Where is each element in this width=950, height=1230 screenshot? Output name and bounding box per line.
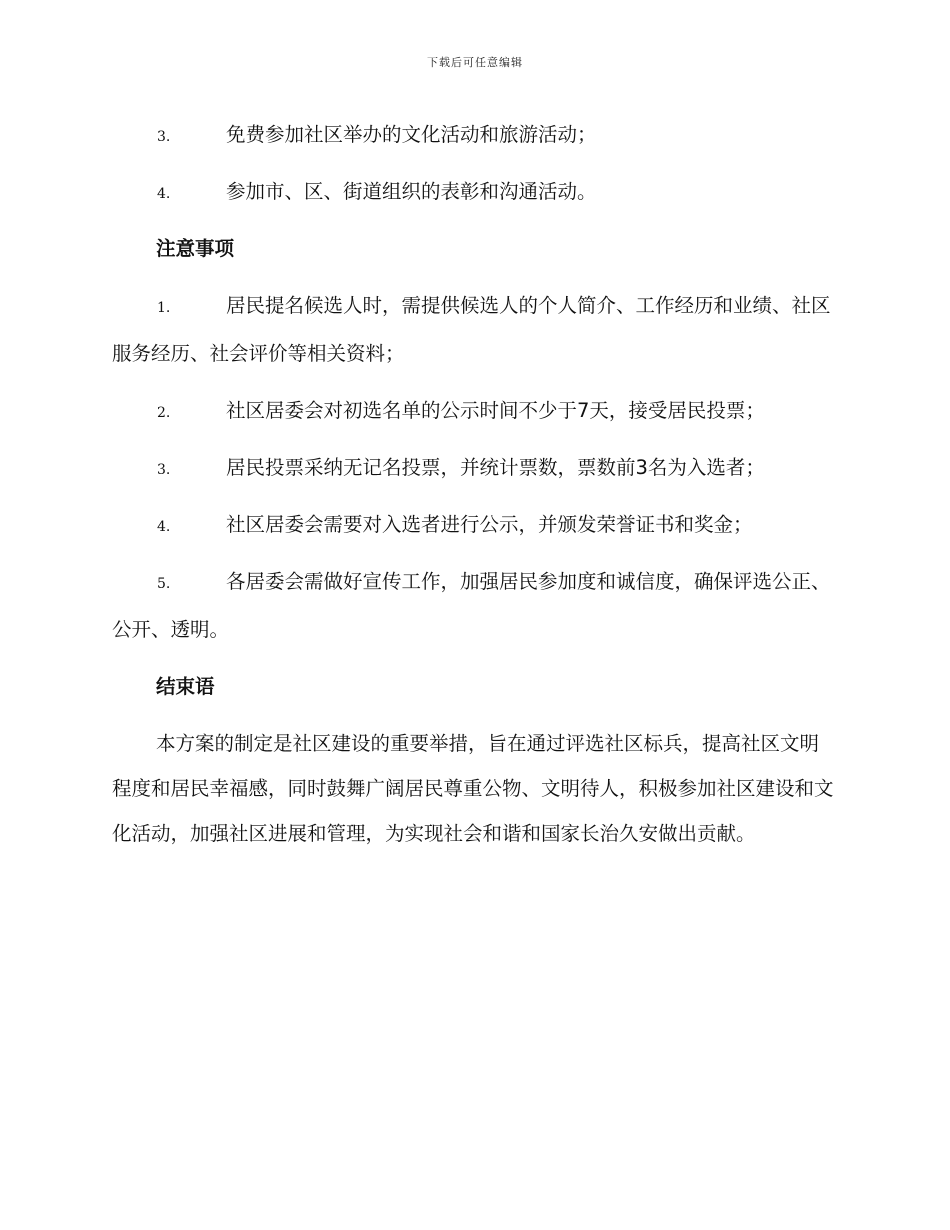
list-item [112, 112, 837, 157]
conclusion-paragraph: 本方案的制定是社区建设的重要举措，旨在通过评选社区标兵，提高社区文明程度和居民幸福感，同时鼓舞广阔居民尊重公物、文明待人，积极参加社区建设和文化活动，加强社区进展和管理，为实现社会和谐和国家长治久安做出贡献。 [112, 732, 834, 845]
list-item-number: 3. [157, 462, 171, 478]
list-item-text: 各居委会需做好宣传工作，加强居民参加度和诚信度，确保评选公正、公开、透明。 [112, 570, 831, 641]
list-item-text: 居民投票采纳无记名投票，并统计票数，票数前3名为入选者； [226, 456, 765, 479]
section-heading-conclusion: 结束语 [156, 675, 215, 698]
list-item [112, 445, 837, 490]
list-item-number: 1. [157, 300, 171, 316]
list-item-number: 2. [157, 405, 171, 421]
list-item-number: 3. [157, 129, 171, 145]
list-item [112, 169, 837, 214]
list-item-number: 4. [157, 186, 171, 202]
section-heading-notes: 注意事项 [156, 237, 235, 260]
list-item-text: 免费参加社区举办的文化活动和旅游活动； [226, 123, 597, 146]
list-item-number: 5. [157, 576, 171, 592]
list-item [112, 502, 837, 547]
list-item-text: 居民提名候选人时，需提供候选人的个人简介、工作经历和业绩、社区服务经历、社会评价等相关资料； [112, 294, 831, 365]
list-item-text: 参加市、区、街道组织的表彰和沟通活动。 [226, 180, 597, 203]
list-item-number: 4. [157, 519, 171, 535]
list-item [112, 283, 837, 376]
document-body [112, 112, 837, 856]
list-item [112, 388, 837, 433]
list-item-text: 社区居委会对初选名单的公示时间不少于7天，接受居民投票； [226, 399, 765, 422]
list-item [112, 559, 837, 652]
list-item-text: 社区居委会需要对入选者进行公示，并颁发荣誉证书和奖金； [226, 513, 753, 536]
header-note: 下载后可任意编辑 [427, 56, 523, 69]
